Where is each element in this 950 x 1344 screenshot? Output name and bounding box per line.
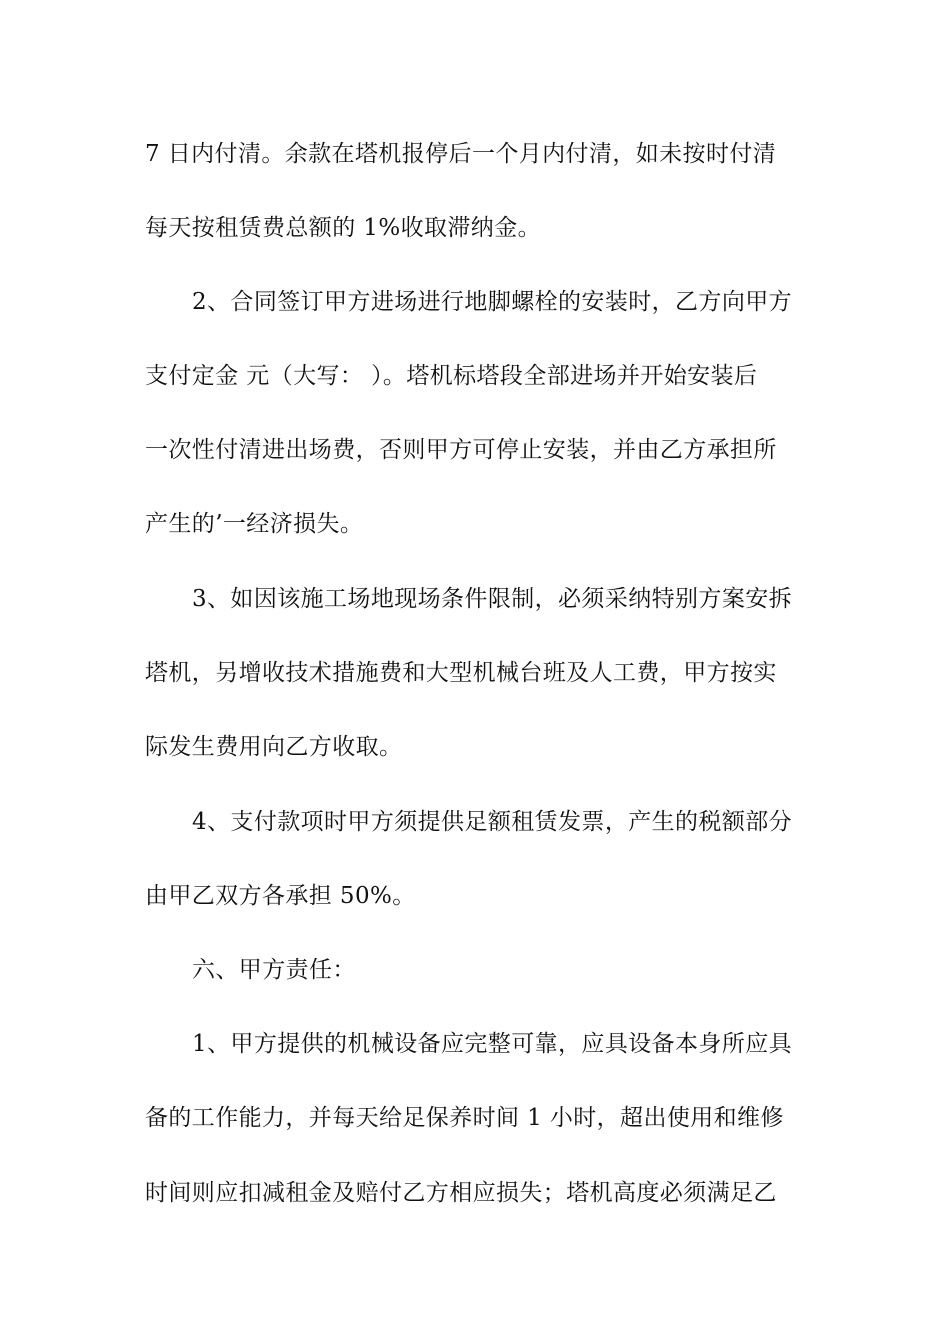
text-line: 塔机，另增收技术措施费和大型机械台班及人工费，甲方按实 <box>145 660 777 686</box>
text-line: 备的工作能力，并每天给足保养时间 1 小时，超出使用和维修 <box>145 1105 784 1131</box>
paragraph-start-line: 4、支付款项时甲方须提供足额租赁发票，产生的税额部分 <box>192 809 793 835</box>
paragraph-start-line: 2、合同签订甲方进场进行地脚螺栓的安装时，乙方向甲方 <box>192 289 793 315</box>
text-line: 一次性付清进出场费，否则甲方可停止安装，并由乙方承担所 <box>145 437 777 463</box>
text-line: 产生的’一经济损失。 <box>145 511 364 537</box>
text-line: 际发生费用向乙方收取。 <box>145 734 403 760</box>
section-heading: 六、甲方责任： <box>192 957 356 983</box>
text-line: 由甲乙双方各承担 50%。 <box>145 883 416 909</box>
text-line: 7 日内付清。余款在塔机报停后一个月内付清，如未按时付清 <box>145 141 777 167</box>
paragraph-start-line: 1、甲方提供的机械设备应完整可靠，应具设备本身所应具 <box>192 1031 793 1057</box>
text-line: 支付定金 元（大写： ）。塔机标塔段全部进场并开始安装后 <box>145 363 758 389</box>
text-line: 时间则应扣减租金及赔付乙方相应损失；塔机高度必须满足乙 <box>145 1180 777 1206</box>
text-line: 每天按租赁费总额的 1%收取滞纳金。 <box>145 215 541 241</box>
paragraph-start-line: 3、如因该施工场地现场条件限制，必须采纳特别方案安拆 <box>192 586 793 612</box>
